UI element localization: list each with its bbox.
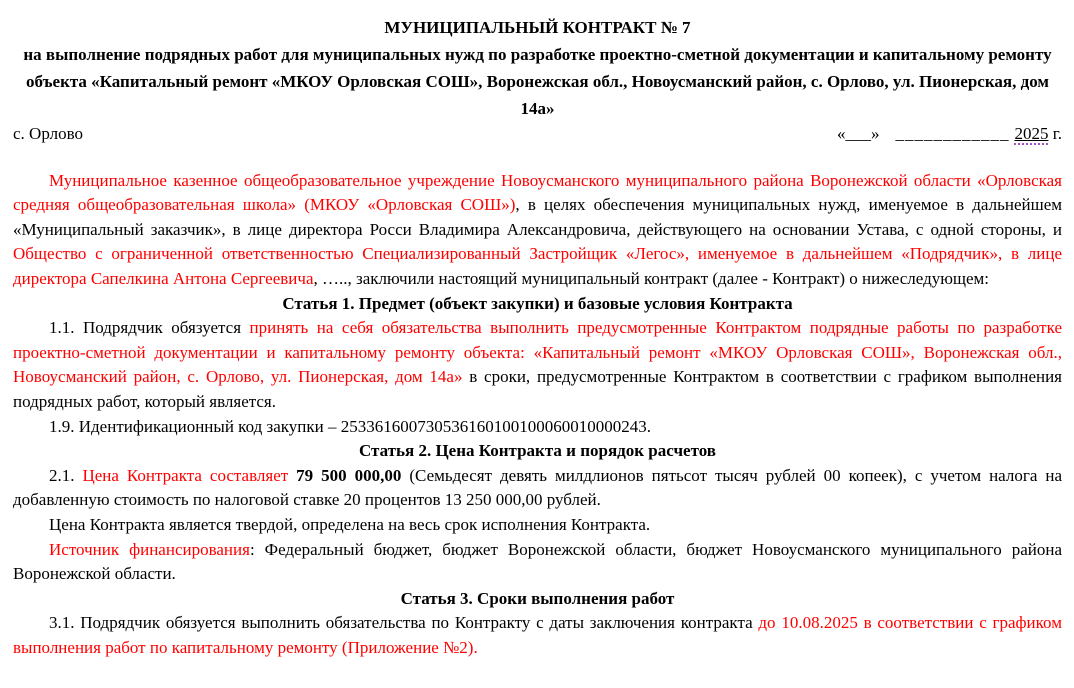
text-run: 3.1. Подрядчик обязуется выполнить обязательства по Контракту с даты заключения контракта <box>49 613 759 633</box>
year-value: 2025 <box>1014 124 1049 143</box>
text-run: 79 500 000,00 <box>296 465 402 485</box>
text-run: 2.1. <box>49 465 83 485</box>
red-text-run: Муниципальное казенное общеобразовательное учреждение Новоусманского муниципального района Воронежской области «Орловская средняя общеобразовательная школа» (МКОУ «Орловская СОШ») <box>13 170 1062 215</box>
document-body <box>13 169 1062 661</box>
text-run: , ….., заключили настоящий муниципальный контракт (далее - Контракт) о нижеследующем: <box>313 268 990 288</box>
text-run: 1.1. Подрядчик обязуется <box>49 318 250 338</box>
article-3-heading <box>13 587 1062 612</box>
red-text-run: Цена Контракта составляет <box>82 465 297 485</box>
article-1-heading <box>13 292 1062 317</box>
text-run: Статья 1. Предмет (объект закупки) и базовые условия Контракта <box>282 293 793 313</box>
red-text-run: Источник финансирования <box>49 539 250 559</box>
text-run: 1.9. Идентификационный код закупки – 253361600730536160100100060010000243. <box>49 416 651 436</box>
month-blank: ____________ <box>895 124 1010 143</box>
text-run: Статья 2. Цена Контракта и порядок расчетов <box>359 441 716 461</box>
year-suffix: г. <box>1048 124 1062 143</box>
dateline <box>13 122 1062 147</box>
clause-3-1 <box>13 611 1062 660</box>
document-subtitle: на выполнение подрядных работ для муниципальных нужд по разработке проектно-сметной документации и капитальному ремонту объекта «Капитальный ремонт «МКОУ Орловская СОШ», Воронежская обл., Новоусманский район, с. Орлово, ул. Пионерская, дом 14а» <box>23 45 1052 118</box>
clause-price-firm <box>13 513 1062 538</box>
clause-1-1 <box>13 316 1062 414</box>
text-run: Цена Контракта является твердой, определена на весь срок исполнения Контракта. <box>49 514 651 534</box>
funding-source <box>13 538 1062 587</box>
date-fill-in <box>837 122 1062 147</box>
article-2-heading <box>13 439 1062 464</box>
text-run: : Федеральный бюджет, бюджет Воронежской области, бюджет Новоусманского муниципального района Воронежской области. <box>13 539 1063 584</box>
place-label: с. Орлово <box>13 124 83 143</box>
red-text-run: до 10.08.2025 в соответствии с графиком выполнения работ по капитальному ремонту (Приложение №2). <box>13 613 1062 657</box>
clause-1-9 <box>13 415 1062 440</box>
red-text-run: Общество с ограниченной ответственностью Специализированный Застройщик «Легос», именуемое в дальнейшем «Подрядчик», в лице директора Сапелкина Антона Сергеевича <box>13 244 1062 288</box>
red-text-run: принять на себя обязательства выполнить предусмотренные Контрактом подрядные работы по разработке проектно-сметной документации и капитальному ремонту объекта: «Капитальный ремонт «МКОУ Орловская СОШ», Воронежская обл., Новоусманский район, с. Орлово, ул. Пионерская, дом 14а» <box>13 318 1062 387</box>
text-run: , в целях обеспечения муниципальных нужд, именуемое в дальнейшем «Муниципальный заказчик», в лице директора Росси Владимира Александровича, действующего на основании Устава, с одной стороны, и <box>13 195 1063 239</box>
clause-2-1 <box>13 464 1062 513</box>
text-run: Статья 3. Сроки выполнения работ <box>400 588 675 608</box>
day-blank: «___» <box>836 124 880 143</box>
preamble-paragraph <box>13 169 1062 292</box>
text-run: (Семьдесят девять милдлионов пятьсот тысяч рублей 00 копеек), с учетом налога на добавленную стоимость по налоговой ставке 20 процентов 13 250 000,00 рублей. <box>13 465 1062 510</box>
document-title: МУНИЦИПАЛЬНЫЙ КОНТРАКТ № 7 <box>384 18 691 37</box>
text-run: в сроки, предусмотренные Контрактом в соответствии с графиком выполнения подрядных работ, который является. <box>13 367 1063 411</box>
